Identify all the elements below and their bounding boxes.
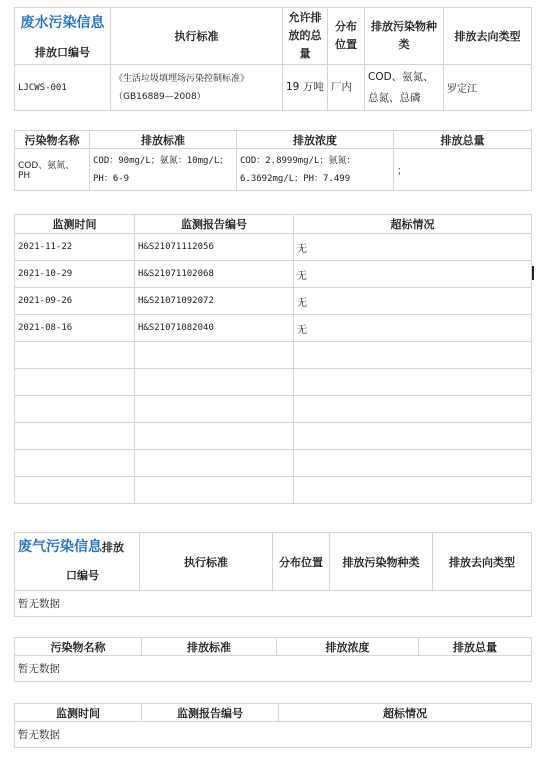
exceed-cell: 无 [294,261,532,288]
allowed-total-cell: 19 万吨 [283,65,328,111]
monitoring-time-cell: 2021-11-22 [15,234,135,261]
outlet-no-header-part2: 口编号 [66,569,99,582]
exhaust-info-table [14,532,532,617]
exceed-header: 超标情况 [294,215,532,234]
outlet-no-cell: LJCWS-001 [15,65,111,111]
exceed-header: 超标情况 [279,704,532,722]
wastewater-info-table [14,7,532,111]
pollutant-name-cell: COD、氨氮、PH [15,149,90,191]
emission-concentration-cell: COD：2.8999mg/L；氨氮：6.3692mg/L；PH：7.499 [237,149,394,191]
allowed-total-header: 允许排放的总量 [283,8,328,65]
monitoring-time-header: 监测时间 [15,704,142,722]
discharge-type-header: 排放去向类型 [433,533,532,591]
table-row [15,261,532,288]
table-row [15,315,532,342]
standard-header: 执行标准 [140,533,273,591]
empty-data-cell: 暂无数据 [15,591,532,617]
pollutant-types-header: 排放污染物种类 [330,533,433,591]
empty-row [15,423,532,450]
location-header: 分布位置 [328,8,365,65]
pollutant-name-header: 污染物名称 [15,131,90,149]
table-row [15,288,532,315]
empty-row [15,396,532,423]
emission-standard-header: 排放标准 [90,131,237,149]
scrollbar-marker[interactable] [532,266,534,280]
report-no-cell: H&S21071092072 [135,288,294,315]
monitoring-time-cell: 2021-10-29 [15,261,135,288]
outlet-no-header-part1: 排放 [102,541,124,554]
monitoring-time-header: 监测时间 [15,215,135,234]
empty-row [15,450,532,477]
empty-row [15,369,532,396]
discharge-type-header: 排放去向类型 [444,8,532,65]
monitoring-time-cell: 2021-08-16 [15,315,135,342]
discharge-type-cell: 罗定江 [444,65,532,111]
exhaust-pollutants-table [14,637,532,682]
emission-concentration-header: 排放浓度 [237,131,394,149]
report-no-cell: H&S21071102068 [135,261,294,288]
monitoring-time-cell: 2021-09-26 [15,288,135,315]
emission-standard-cell: COD：90mg/L；氨氮：10mg/L；PH：6-9 [90,149,237,191]
wastewater-header-cell [15,8,111,65]
wastewater-monitoring-table [14,214,532,504]
empty-data-cell: 暂无数据 [15,722,532,748]
pollutant-types-cell: COD、氨氮、总氮、总磷 [365,65,444,111]
emission-total-header: 排放总量 [394,131,532,149]
standard-cell: 《生活垃圾填埋场污染控制标准》（GB16889—2008） [111,65,283,111]
exhaust-monitoring-table [14,703,532,748]
empty-row [15,477,532,504]
outlet-no-header: 排放口编号 [35,46,90,59]
pollutant-name-header: 污染物名称 [15,638,142,656]
exceed-cell: 无 [294,288,532,315]
exhaust-section-title: 废气污染信息 [18,539,102,555]
wastewater-pollutants-table [14,130,532,191]
emission-concentration-header: 排放浓度 [277,638,419,656]
report-no-cell: H&S21071082040 [135,315,294,342]
emission-standard-header: 排放标准 [142,638,277,656]
exceed-cell: 无 [294,234,532,261]
standard-header: 执行标准 [111,8,283,65]
location-cell: 厂内 [328,65,365,111]
empty-data-cell: 暂无数据 [15,656,532,682]
report-no-cell: H&S21071112056 [135,234,294,261]
pollutant-types-header: 排放污染物种类 [365,8,444,65]
empty-row [15,342,532,369]
exhaust-header-cell [15,533,140,591]
exceed-cell: 无 [294,315,532,342]
emission-total-cell: ； [394,149,532,191]
wastewater-section-title: 废水污染信息 [20,15,105,31]
emission-total-header: 排放总量 [419,638,532,656]
report-no-header: 监测报告编号 [135,215,294,234]
report-no-header: 监测报告编号 [142,704,279,722]
location-header: 分布位置 [273,533,330,591]
table-row [15,234,532,261]
